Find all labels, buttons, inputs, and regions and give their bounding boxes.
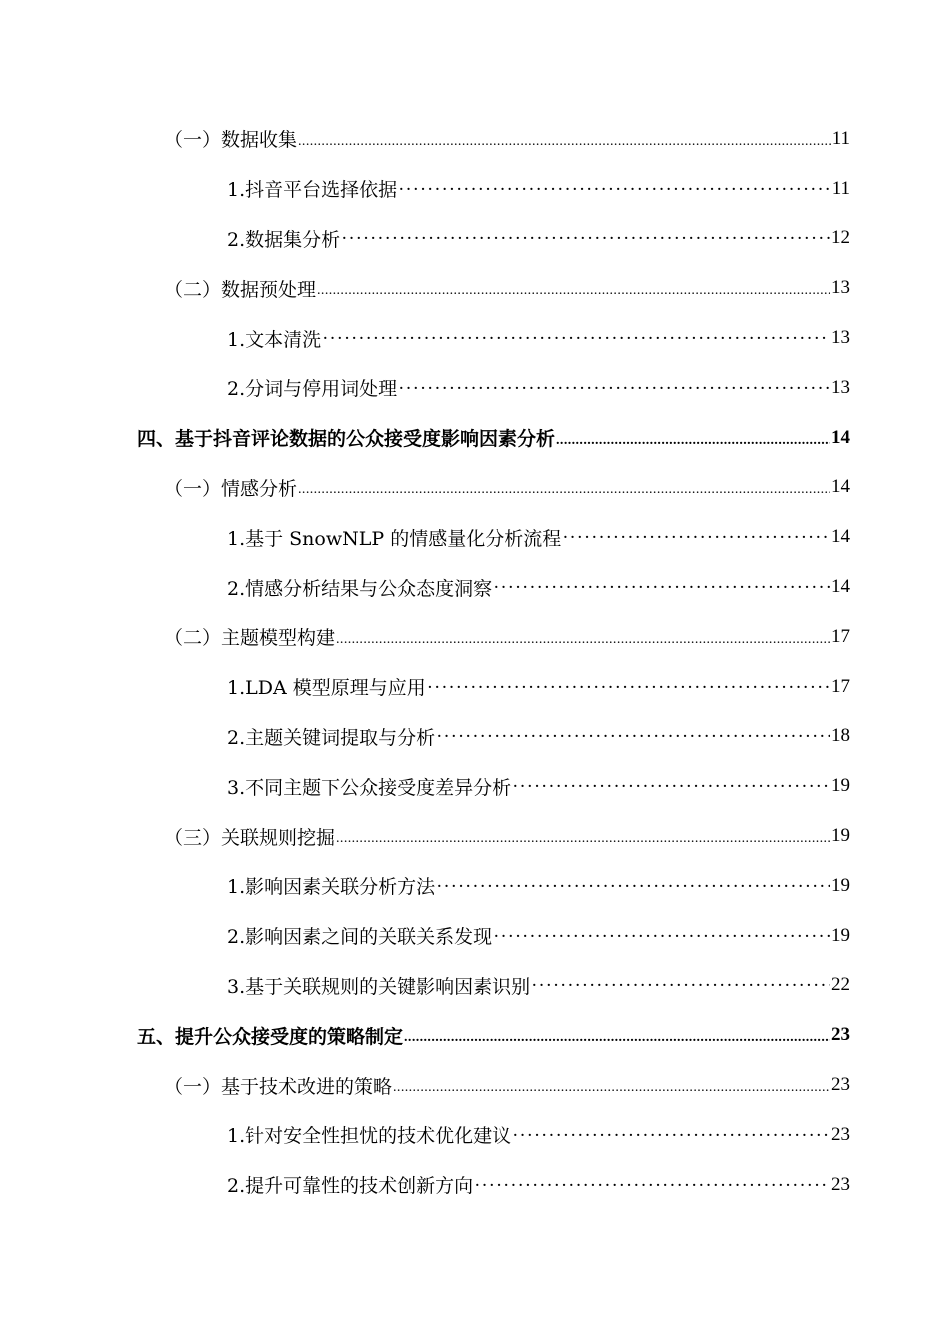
toc-page-number: 18 [831, 725, 850, 747]
toc-entry-title: 2.提升可靠性的技术创新方向 [227, 1175, 474, 1198]
toc-entry-title: 2.影响因素之间的关联关系发现 [227, 926, 493, 949]
toc-subsection-entry[interactable] [0, 662, 950, 712]
toc-entry-title: 1.影响因素关联分析方法 [227, 876, 436, 899]
toc-entry-title: 2.数据集分析 [227, 228, 341, 251]
toc-page-number: 13 [831, 376, 850, 398]
toc-page-number: 23 [831, 1173, 850, 1195]
toc-page-number: 23 [831, 1074, 850, 1096]
toc-entry-title: （一）基于技术改进的策略 [164, 1075, 393, 1098]
toc-entry-title: 2.分词与停用词处理 [227, 378, 398, 401]
toc-page-number: 19 [831, 924, 850, 946]
toc-dot-leader [512, 1125, 830, 1147]
toc-page-number: 11 [831, 127, 850, 149]
toc-dot-leader [404, 1025, 830, 1047]
toc-chapter-entry[interactable] [0, 1010, 950, 1060]
toc-entry-title: 2.情感分析结果与公众态度洞察 [227, 577, 493, 600]
toc-dot-leader [493, 926, 830, 948]
toc-dot-leader [336, 627, 830, 649]
toc-page-number: 23 [831, 1123, 850, 1145]
toc-entry-title: （二）数据预处理 [164, 278, 317, 301]
toc-dot-leader [436, 876, 830, 898]
toc-entry-title: 1.针对安全性担忧的技术优化建议 [227, 1125, 512, 1148]
toc-subsection-entry[interactable] [0, 1110, 950, 1160]
toc-page-number: 14 [831, 476, 850, 498]
toc-subsection-entry[interactable] [0, 712, 950, 762]
toc-dot-leader [298, 477, 830, 499]
toc-page-number: 13 [831, 277, 850, 299]
toc-entry-title: 四、基于抖音评论数据的公众接受度影响因素分析 [137, 428, 556, 451]
toc-dot-leader [493, 577, 830, 599]
toc-section-entry[interactable] [0, 1060, 950, 1110]
toc-section-entry[interactable] [0, 612, 950, 662]
toc-page-number: 12 [831, 227, 850, 249]
toc-entry-title: 1.LDA 模型原理与应用 [227, 677, 426, 700]
toc-dot-leader [317, 278, 830, 300]
toc-dot-leader [322, 328, 830, 350]
toc-subsection-entry[interactable] [0, 214, 950, 264]
toc-dot-leader [427, 677, 830, 699]
toc-entry-title: 3.不同主题下公众接受度差异分析 [227, 776, 512, 799]
toc-page-number: 23 [831, 1024, 850, 1046]
toc-dot-leader [531, 975, 830, 997]
toc-page-number: 17 [831, 675, 850, 697]
toc-page-number: 19 [831, 775, 850, 797]
toc-subsection-entry[interactable] [0, 761, 950, 811]
toc-dot-leader [562, 527, 830, 549]
toc-subsection-entry[interactable] [0, 562, 950, 612]
toc-subsection-entry[interactable] [0, 911, 950, 961]
toc-entry-title: （二）主题模型构建 [164, 627, 336, 650]
toc-subsection-entry[interactable] [0, 363, 950, 413]
toc-subsection-entry[interactable] [0, 861, 950, 911]
toc-entry-title: （一）情感分析 [164, 477, 298, 500]
toc-subsection-entry[interactable] [0, 512, 950, 562]
toc-dot-leader [436, 726, 830, 748]
toc-dot-leader [512, 776, 830, 798]
toc-page-number: 14 [831, 576, 850, 598]
toc-dot-leader [398, 179, 831, 201]
toc-chapter-entry[interactable] [0, 413, 950, 463]
toc-page-number: 19 [831, 825, 850, 847]
toc-section-entry[interactable] [0, 263, 950, 313]
toc-entry-title: 3.基于关联规则的关键影响因素识别 [227, 975, 531, 998]
toc-dot-leader [336, 826, 830, 848]
toc-dot-leader [298, 129, 831, 151]
toc-dot-leader [474, 1175, 830, 1197]
toc-subsection-entry[interactable] [0, 313, 950, 363]
toc-page-number: 14 [831, 526, 850, 548]
toc-entry-title: 1.基于 SnowNLP 的情感量化分析流程 [227, 527, 562, 550]
toc-entry-title: （三）关联规则挖掘 [164, 826, 336, 849]
toc-page-number: 19 [831, 874, 850, 896]
toc-subsection-entry[interactable] [0, 1160, 950, 1210]
toc-page-number: 14 [831, 426, 850, 448]
toc-section-entry[interactable] [0, 114, 950, 164]
toc-entry-title: 1.抖音平台选择依据 [227, 179, 398, 202]
toc-section-entry[interactable] [0, 811, 950, 861]
toc-page-number: 22 [831, 974, 850, 996]
toc-page-number: 11 [831, 177, 850, 199]
toc-page-number: 17 [831, 625, 850, 647]
toc-subsection-entry[interactable] [0, 164, 950, 214]
toc-dot-leader [341, 228, 830, 250]
toc-entry-title: 五、提升公众接受度的策略制定 [137, 1025, 404, 1048]
toc-subsection-entry[interactable] [0, 961, 950, 1011]
toc-page-number: 13 [831, 327, 850, 349]
toc-section-entry[interactable] [0, 463, 950, 513]
toc-entry-title: 2.主题关键词提取与分析 [227, 726, 436, 749]
toc-entry-title: 1.文本清洗 [227, 328, 322, 351]
toc-entry-title: （一）数据收集 [164, 129, 298, 152]
toc-dot-leader [393, 1075, 830, 1097]
table-of-contents [0, 114, 950, 1210]
toc-dot-leader [398, 378, 830, 400]
toc-dot-leader [556, 428, 830, 450]
